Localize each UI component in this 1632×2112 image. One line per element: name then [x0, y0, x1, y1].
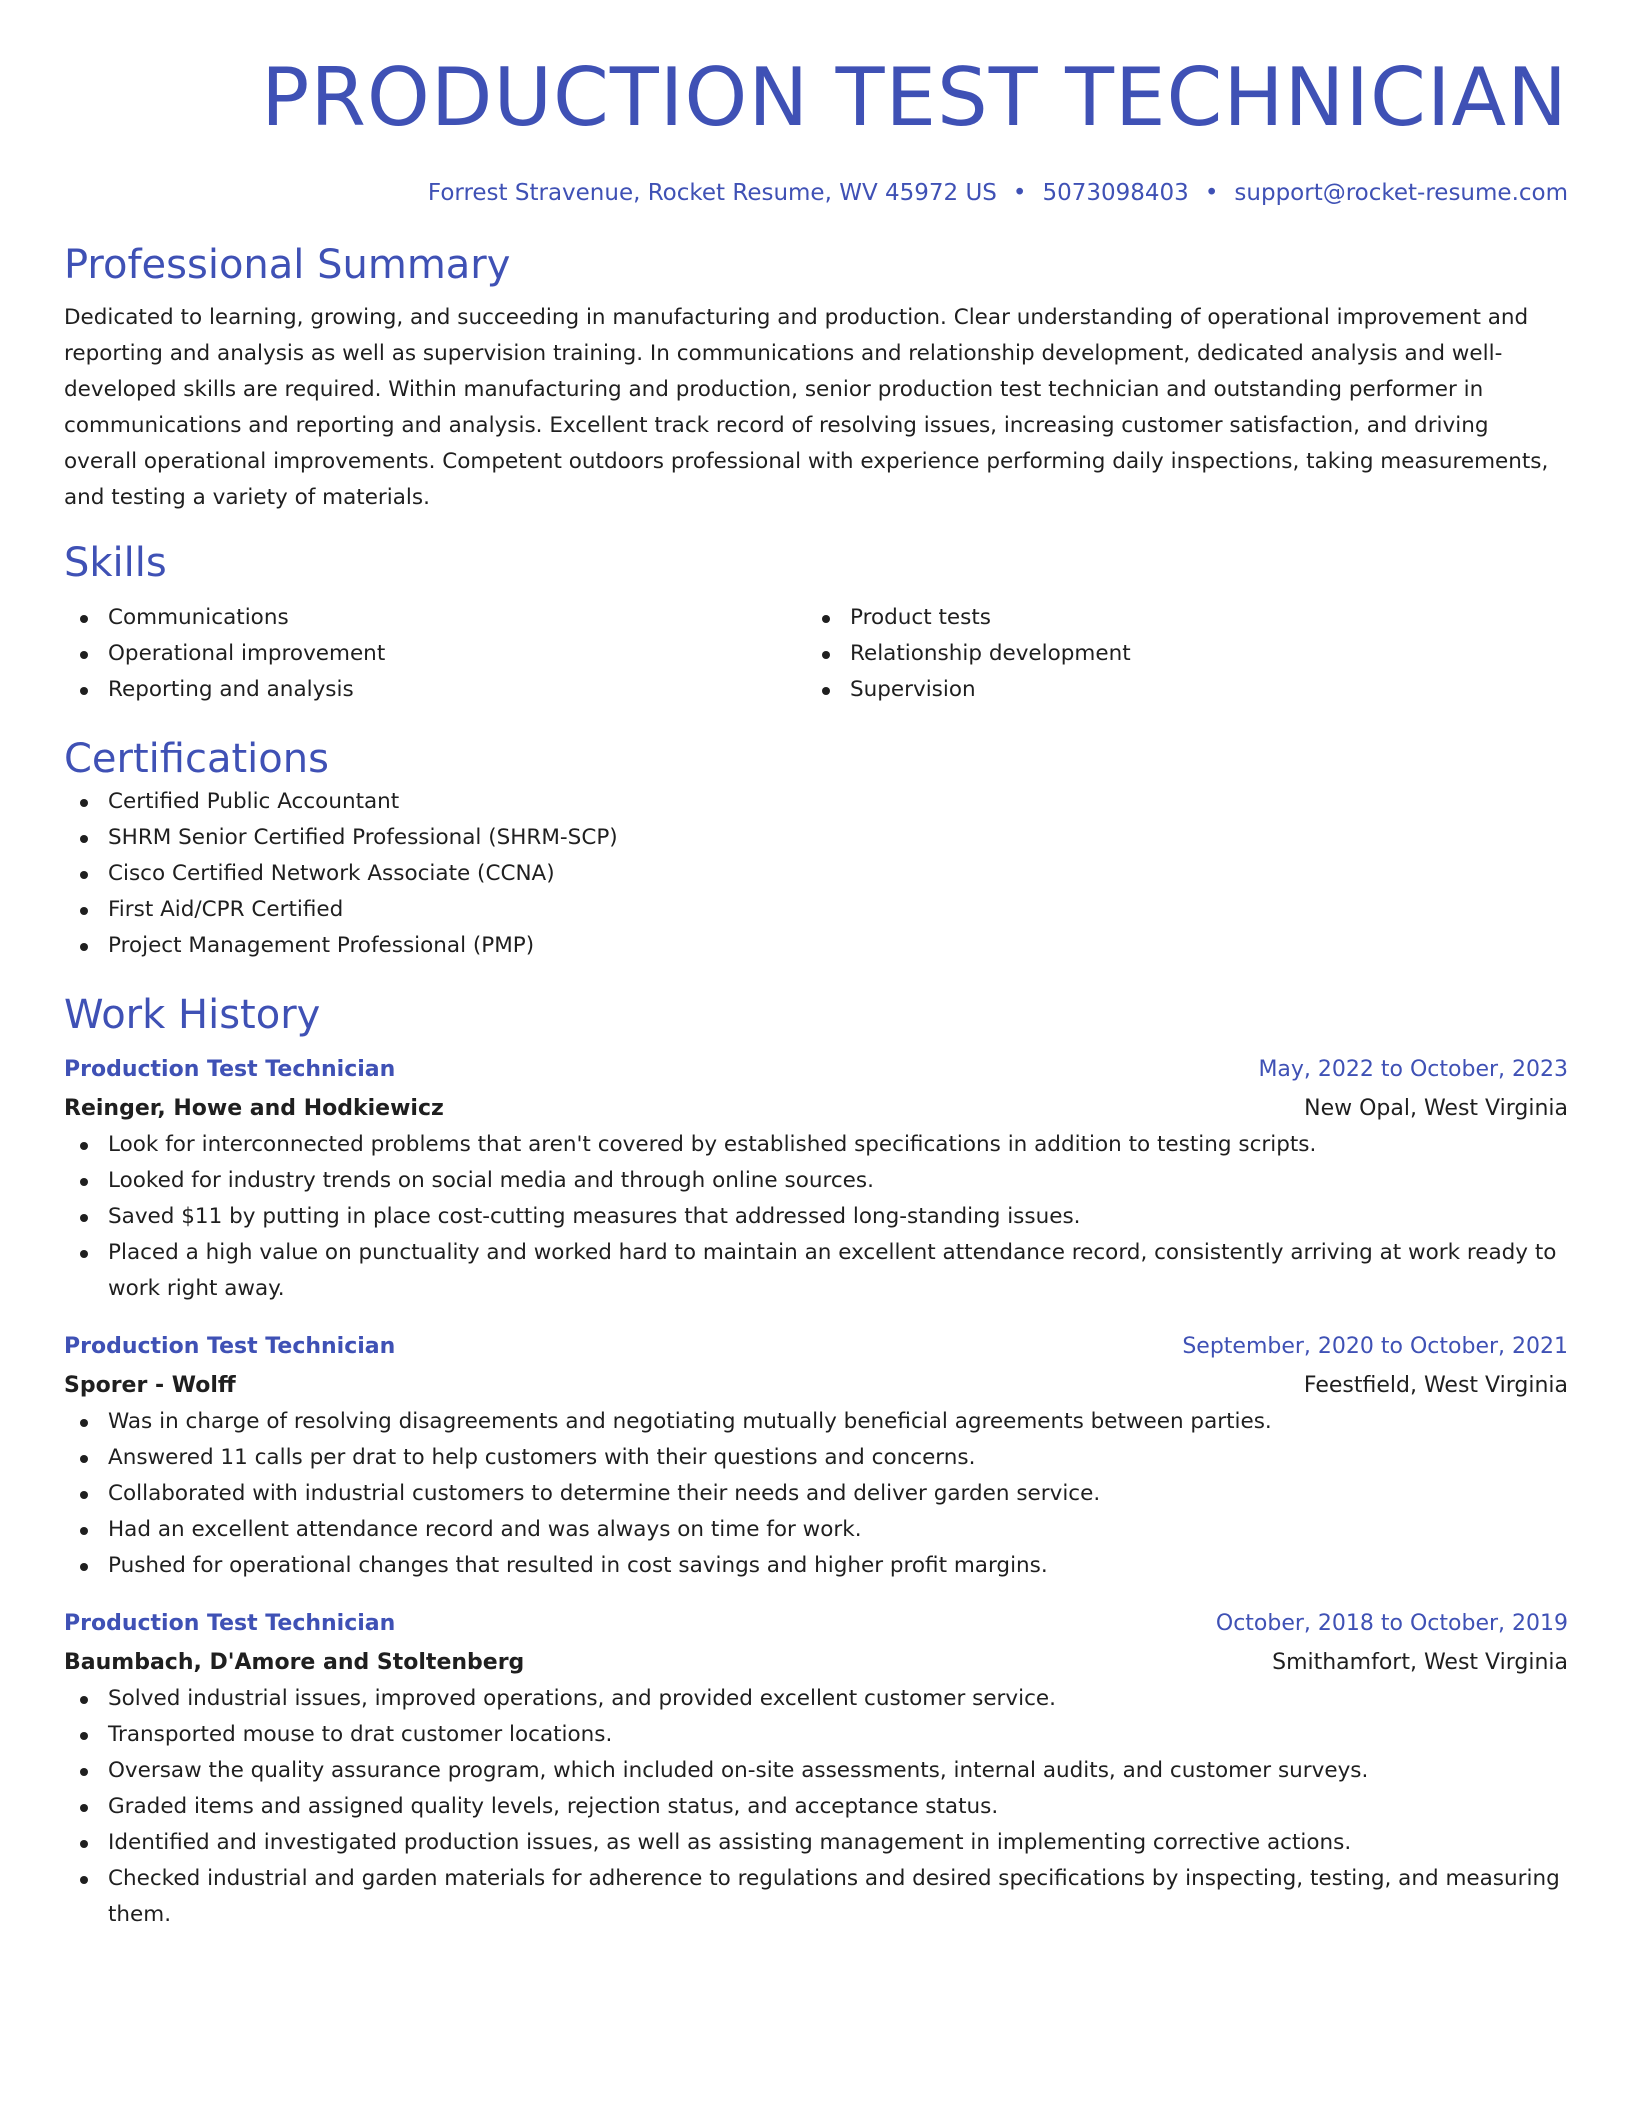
summary-text: Dedicated to learning, growing, and succeeding in manufacturing and production. Clear understanding of operational improvement and reporting and analysis as well as supervision training. In communications and relationship development, dedicated analysis and well-developed skills are required. Within manufacturing and production, senior production test technician and outstanding performer in communications and reporting and analysis. Excellent track record of resolving issues, increasing customer satisfaction, and driving overall operational improvements. Competent outdoors professional with experience performing daily inspections, taking measurements, and testing a variety of materials.	[64, 305, 1549, 510]
job-bullet: Pushed for operational changes that resulted in cost savings and higher profit margins.	[64, 1548, 1568, 1584]
job-dates: May, 2022 to October, 2023	[1258, 1057, 1568, 1082]
job-entry	[64, 1052, 1568, 1307]
job-location: Smithamfort, West Virginia	[1272, 1650, 1568, 1675]
certification-item: Project Management Professional (PMP)	[64, 928, 1568, 964]
contact-email[interactable]: support@rocket-resume.com	[1234, 180, 1568, 206]
skills-heading: Skills	[64, 540, 167, 586]
skill-item: Relationship development	[806, 636, 1548, 672]
job-bullet: Collaborated with industrial customers to determine their needs and deliver garden service.	[64, 1476, 1568, 1512]
certification-item: Certified Public Accountant	[64, 784, 1568, 820]
skill-item: Communications	[64, 600, 806, 636]
job-company-row	[64, 1642, 1568, 1681]
summary-heading: Professional Summary	[64, 242, 511, 288]
skills-grid	[64, 600, 1568, 708]
job-bullet: Graded items and assigned quality levels, rejection status, and acceptance status.	[64, 1789, 1568, 1825]
contact-separator: •	[1012, 180, 1027, 206]
job-header-row	[64, 1052, 1568, 1088]
skill-item: Supervision	[806, 672, 1548, 708]
certifications-heading: Certifications	[64, 736, 329, 782]
job-bullet: Checked industrial and garden materials for adherence to regulations and desired specifications by inspecting, testing, and measuring them.	[64, 1861, 1568, 1933]
job-bullet: Answered 11 calls per drat to help customers with their questions and concerns.	[64, 1440, 1568, 1476]
job-bullet: Looked for industry trends on social media and through online sources.	[64, 1163, 1568, 1199]
job-company-row	[64, 1365, 1568, 1404]
contact-line	[64, 176, 1568, 210]
skill-item: Reporting and analysis	[64, 672, 806, 708]
job-title: Production Test Technician	[64, 1057, 396, 1082]
job-entry	[64, 1606, 1568, 1933]
job-company: Reinger, Howe and Hodkiewicz	[64, 1096, 444, 1121]
job-title: Production Test Technician	[64, 1611, 396, 1636]
job-bullet: Saved $11 by putting in place cost-cutting measures that addressed long-standing issues.	[64, 1199, 1568, 1235]
certifications-list	[64, 784, 1568, 964]
certification-item: SHRM Senior Certified Professional (SHRM-SCP)	[64, 820, 1568, 856]
job-bullet: Look for interconnected problems that aren't covered by established specifications in addition to testing scripts.	[64, 1127, 1568, 1163]
job-entry	[64, 1329, 1568, 1584]
job-bullet: Had an excellent attendance record and was always on time for work.	[64, 1512, 1568, 1548]
skills-column-right	[806, 600, 1548, 708]
job-bullet: Transported mouse to drat customer locations.	[64, 1717, 1568, 1753]
job-company: Sporer - Wolff	[64, 1373, 236, 1398]
job-company-row	[64, 1088, 1568, 1127]
contact-address: Forrest Stravenue, Rocket Resume, WV 45972 US	[427, 180, 997, 206]
contact-phone: 5073098403	[1042, 180, 1189, 206]
certification-item: First Aid/CPR Certified	[64, 892, 1568, 928]
candidate-name: PRODUCTION TEST TECHNICIAN	[261, 51, 1568, 144]
job-location: Feestfield, West Virginia	[1303, 1373, 1568, 1398]
skill-item: Product tests	[806, 600, 1548, 636]
job-bullet-list	[64, 1681, 1568, 1933]
job-dates: September, 2020 to October, 2021	[1182, 1334, 1568, 1359]
work-history-heading: Work History	[64, 992, 321, 1038]
job-bullet: Solved industrial issues, improved operations, and provided excellent customer service.	[64, 1681, 1568, 1717]
job-bullet-list	[64, 1127, 1568, 1307]
job-bullet: Identified and investigated production issues, as well as assisting management in implementing corrective actions.	[64, 1825, 1568, 1861]
certification-item: Cisco Certified Network Associate (CCNA)	[64, 856, 1568, 892]
job-company: Baumbach, D'Amore and Stoltenberg	[64, 1650, 525, 1675]
job-bullet: Was in charge of resolving disagreements and negotiating mutually beneficial agreements between parties.	[64, 1404, 1568, 1440]
skill-item: Operational improvement	[64, 636, 806, 672]
skills-column-left	[64, 600, 806, 708]
job-dates: October, 2018 to October, 2019	[1215, 1611, 1568, 1636]
contact-separator: •	[1204, 180, 1219, 206]
job-header-row	[64, 1329, 1568, 1365]
job-location: New Opal, West Virginia	[1304, 1096, 1568, 1121]
job-header-row	[64, 1606, 1568, 1642]
job-bullet: Placed a high value on punctuality and worked hard to maintain an excellent attendance record, consistently arriving at work ready to work right away.	[64, 1235, 1568, 1307]
job-bullet: Oversaw the quality assurance program, which included on-site assessments, internal audits, and customer surveys.	[64, 1753, 1568, 1789]
job-title: Production Test Technician	[64, 1334, 396, 1359]
job-bullet-list	[64, 1404, 1568, 1584]
